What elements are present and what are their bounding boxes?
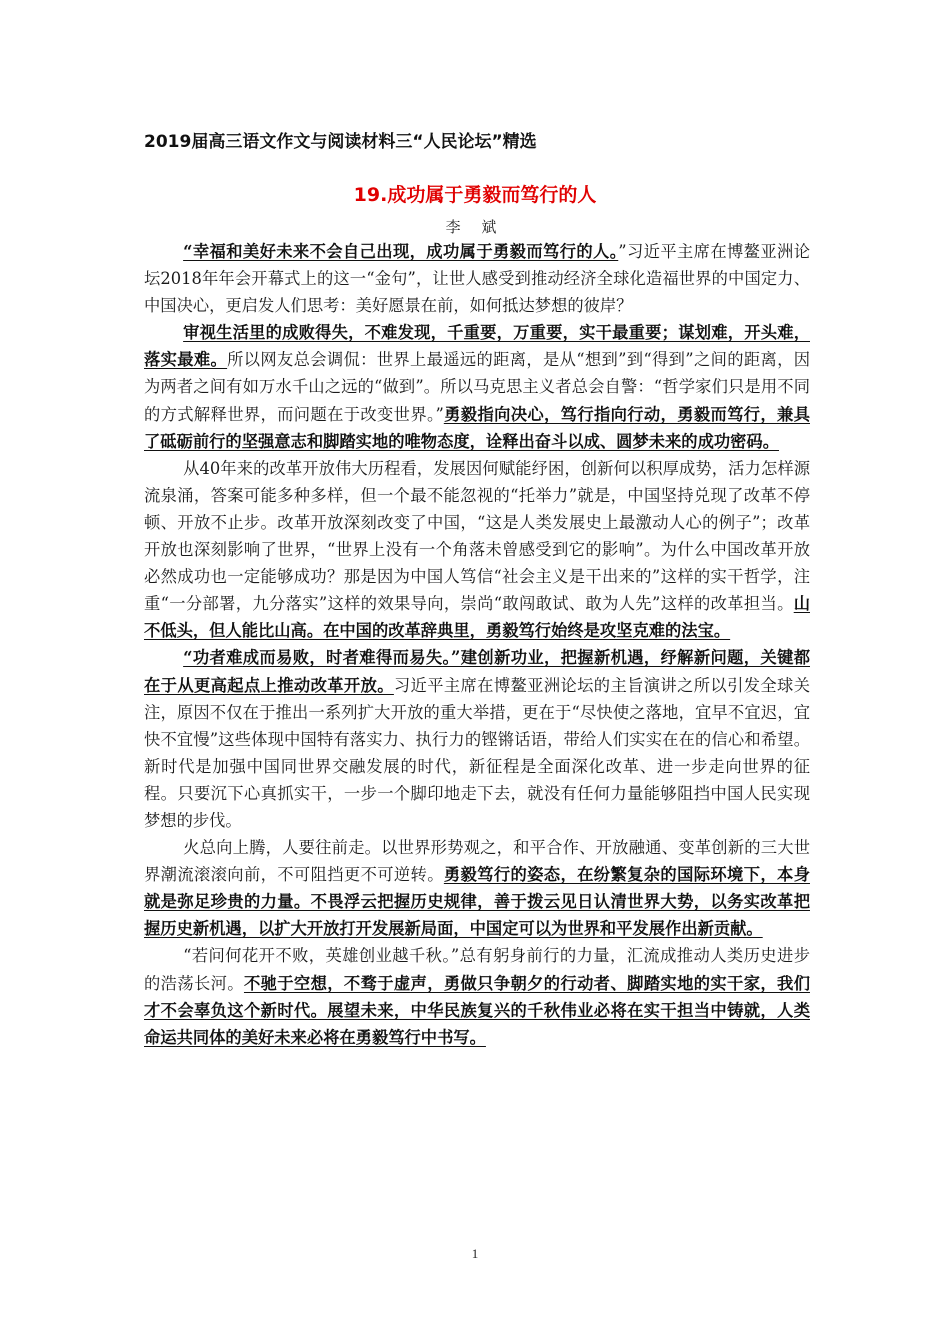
paragraph — [144, 942, 810, 1050]
emphasized-text: 山不低头，但人能比山高。在中国的改革辞典里，勇毅笃行始终是攻坚克难的法宝。 — [144, 594, 810, 641]
emphasized-text: “幸福和美好未来不会自己出现，成功属于勇毅而笃行的人。 — [183, 242, 619, 261]
emphasized-text: 勇毅笃行的姿态，在纷繁复杂的国际环境下，本身就是弥足珍贵的力量。不畏浮云把握历史规律，善于拨云见日认清世界大势，以务实改革把握历史新机遇，以扩大开放打开发展新局面，中国定可以为世界和平发展作出新贡献。 — [144, 865, 810, 939]
series-title: 2019届高三语文作文与阅读材料三“人民论坛”精选 — [144, 132, 537, 152]
body-text: 习近平主席在博鳌亚洲论坛的主旨演讲之所以引发全球关注，原因不仅在于推出一系列扩大开放的重大举措，更在于“尽快使之落地，宜早不宜迟，宜快不宜慢”这些体现中国特有落实力、执行力的铿锵话语，带给人们实实在在的信心和希望。新时代是加强中国同世界交融发展的时代，新征程是全面深化改革、进一步走向世界的征程。只要沉下心真抓实干，一步一个脚印地走下去，就没有任何力量能够阻挡中国人民实现梦想的步伐。 — [144, 675, 810, 830]
body-text: ”习近平主席在博鳌亚洲论坛2018年年会开幕式上的这一“金句”，让世人感受到推动经济全球化造福世界的中国定力、中国决心，更启发人们思考：美好愿景在前，如何抵达梦想的彼岸？ — [144, 242, 810, 316]
emphasized-text: 审视生活里的成败得失，不难发现，千重要，万重要，实干最重要；谋划难，开头难，落实最难。 — [144, 323, 810, 370]
paragraph — [144, 455, 810, 645]
author-name: 李 斌 — [445, 218, 505, 236]
paragraph — [144, 834, 810, 942]
article-body — [144, 238, 810, 1051]
page-number: 1 — [471, 1246, 479, 1261]
body-text: 所以网友总会调侃：世界上最遥远的距离，是从“想到”到“得到”之间的距离，因为两者之间有如万水千山之远的“做到”。所以马克思主义者总会自警：“哲学家们只是用不同的方式解释世界，而问题在于改变世界。” — [144, 350, 810, 424]
emphasized-text: 不驰于空想，不骛于虚声，勇做只争朝夕的行动者、脚踏实地的实干家，我们才不会辜负这个新时代。展望未来，中华民族复兴的千秋伟业必将在实干担当中铸就，人类命运共同体的美好未来必将在勇毅笃行中书写。 — [144, 973, 810, 1047]
body-text: 火总向上腾，人要往前走。以世界形势观之，和平合作、开放融通、变革创新的三大世界潮流滚滚向前，不可阻挡更不可逆转。 — [144, 838, 810, 885]
body-text: 从40年来的改革开放伟大历程看，发展因何赋能纾困，创新何以积厚成势，活力怎样源流泉涌，答案可能多种多样，但一个最不能忽视的“托举力”就是，中国坚持兑现了改革不停顿、开放不止步。改革开放深刻改变了中国，“这是人类发展史上最激动人心的例子”；改革开放也深刻影响了世界，“世界上没有一个角落未曾感受到它的影响”。为什么中国改革开放必然成功也一定能够成功？那是因为中国人笃信“社会主义是干出来的”这样的实干哲学，注重“一分部署，九分落实”这样的效果导向，崇尚“敢闯敢试、敢为人先”这样的改革担当。 — [144, 458, 810, 614]
article-title: 19.成功属于勇毅而笃行的人 — [353, 184, 597, 206]
paragraph — [144, 319, 810, 454]
emphasized-text: 勇毅指向决心，笃行指向行动，勇毅而笃行，兼具了砥砺前行的坚强意志和脚踏实地的唯物态度，诠释出奋斗以成、圆梦未来的成功密码。 — [144, 404, 810, 451]
paragraph — [144, 644, 810, 834]
paragraph — [144, 238, 810, 319]
body-text: “若问何花开不败，英雄创业越千秋。”总有躬身前行的力量，汇流成推动人类历史进步的浩荡长河。 — [144, 946, 810, 993]
emphasized-text: “功者难成而易败，时者难得而易失。”建创新功业，把握新机遇，纾解新问题，关键都在于从更高起点上推动改革开放。 — [144, 648, 810, 695]
